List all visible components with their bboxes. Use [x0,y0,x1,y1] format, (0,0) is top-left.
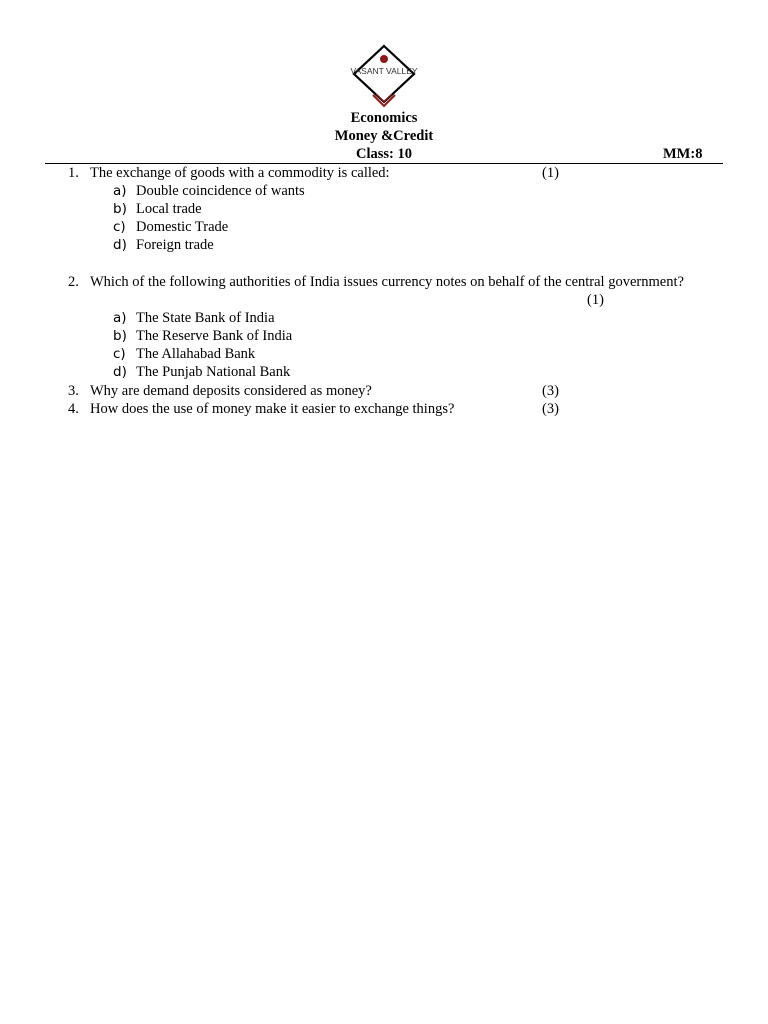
option-letter: d) [113,364,127,380]
subject-title: Economics [350,110,418,126]
option-letter: a) [113,310,127,326]
question-text: The exchange of goods with a commodity is called: [90,165,390,181]
option-letter: c) [113,219,126,235]
question-number: 4. [68,401,79,417]
question-text: Which of the following authorities of India issues currency notes on behalf of the central government? [90,274,684,290]
option-text: The Reserve Bank of India [136,328,293,344]
option-text: The Punjab National Bank [136,364,291,380]
topic-title: Money &Credit [334,128,434,144]
option-letter: a) [113,183,127,199]
question-number: 3. [68,383,79,399]
school-logo [348,40,420,110]
option-text: Foreign trade [136,237,214,253]
option-text: Local trade [136,201,202,217]
question-4-marks: (3) [542,401,559,417]
class-label: Class: 10 [356,146,412,162]
option-text: The State Bank of India [136,310,275,326]
option-text: The Allahabad Bank [136,346,256,362]
option-text: Domestic Trade [136,219,229,235]
question-number: 2. [68,274,79,290]
question-text: How does the use of money make it easier to exchange things? [90,401,455,417]
option-text: Double coincidence of wants [136,183,305,199]
option-letter: b) [113,328,127,344]
question-number: 1. [68,165,79,181]
logo-dot-icon [380,55,388,63]
option-letter: b) [113,201,127,217]
question-text: Why are demand deposits considered as money? [90,383,372,399]
question-1-marks: (1) [542,165,559,181]
logo-text: VASANT VALLEY [350,66,418,76]
option-letter: c) [113,346,126,362]
question-3-marks: (3) [542,383,559,399]
option-letter: d) [113,237,127,253]
max-marks: MM:8 [663,146,703,162]
question-2-marks: (1) [587,292,604,308]
